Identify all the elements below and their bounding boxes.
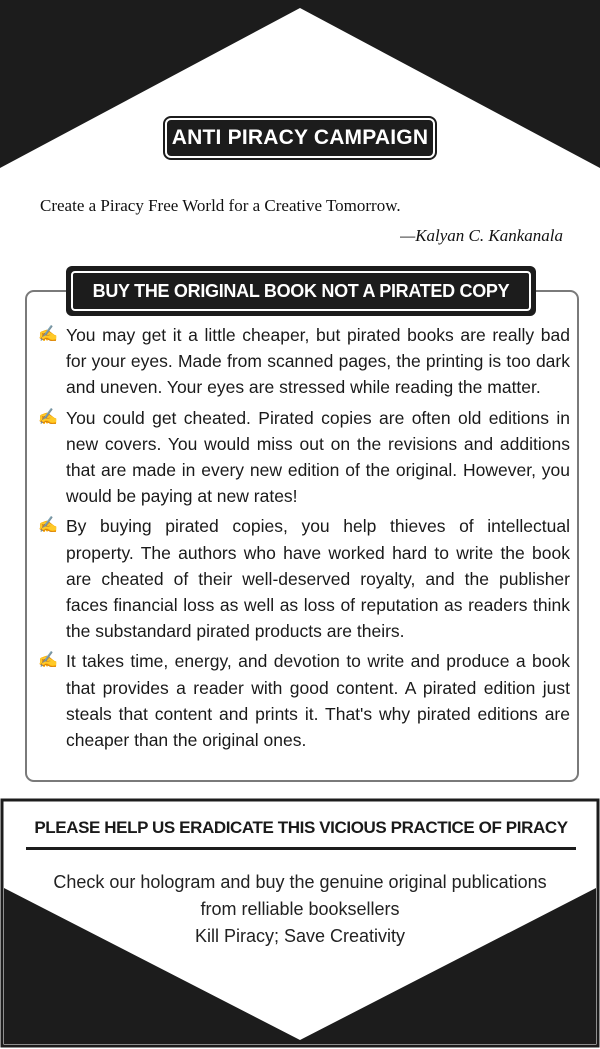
tips-heading: BUY THE ORIGINAL BOOK NOT A PIRATED COPY (71, 271, 531, 311)
list-item (30, 405, 570, 510)
closing-message (40, 869, 560, 950)
writing-hand-icon: ✍ (38, 326, 58, 343)
campaign-title-badge (165, 118, 435, 158)
list-item (30, 513, 570, 644)
closing-line-2: from relliable booksellers (200, 899, 400, 919)
closing-line-3: Kill Piracy; Save Creativity (194, 926, 406, 946)
slogan: Create a Piracy Free World for a Creative Tomorrow. (40, 196, 401, 215)
tip-text: It takes time, energy, and devotion to write and produce a book that provides a reader with good content. A pirated edition just steals that content and prints it. That's why pirated editions are cheaper than the original ones. (66, 651, 570, 751)
list-item (30, 322, 570, 401)
tips-list (30, 322, 570, 757)
appeal-divider (26, 847, 576, 850)
writing-hand-icon: ✍ (38, 408, 58, 426)
list-item (30, 648, 570, 753)
closing-line-1: Check our hologram and buy the genuine original publications (53, 872, 547, 892)
tips-heading-banner (66, 266, 536, 316)
campaign-title: ANTI PIRACY CAMPAIGN (171, 126, 429, 149)
appeal-heading: PLEASE HELP US ERADICATE THIS VICIOUS PRACTICE OF PIRACY (34, 818, 568, 837)
author-attribution: —Kalyan C. Kankanala (400, 226, 563, 245)
tip-text: You could get cheated. Pirated copies are often old editions in new covers. You would miss out on the revisions and additions that are made in every new edition of the original. However, you would be paying at new rates! (66, 407, 570, 507)
writing-hand-icon: ✍ (38, 652, 58, 670)
tip-text: You may get it a little cheaper, but pirated books are really bad for your eyes. Made from scanned pages, the printing is too dark and uneven. Your eyes are stressed while reading the matter. (66, 325, 570, 398)
writing-hand-icon: ✍ (38, 517, 58, 535)
tip-text: By buying pirated copies, you help thieves of intellectual property. The authors who have worked hard to write the book are cheated of their well-deserved royalty, and the publisher faces financial loss as well as loss of reputation as readers think the substandard pirated products are theirs. (66, 516, 570, 642)
